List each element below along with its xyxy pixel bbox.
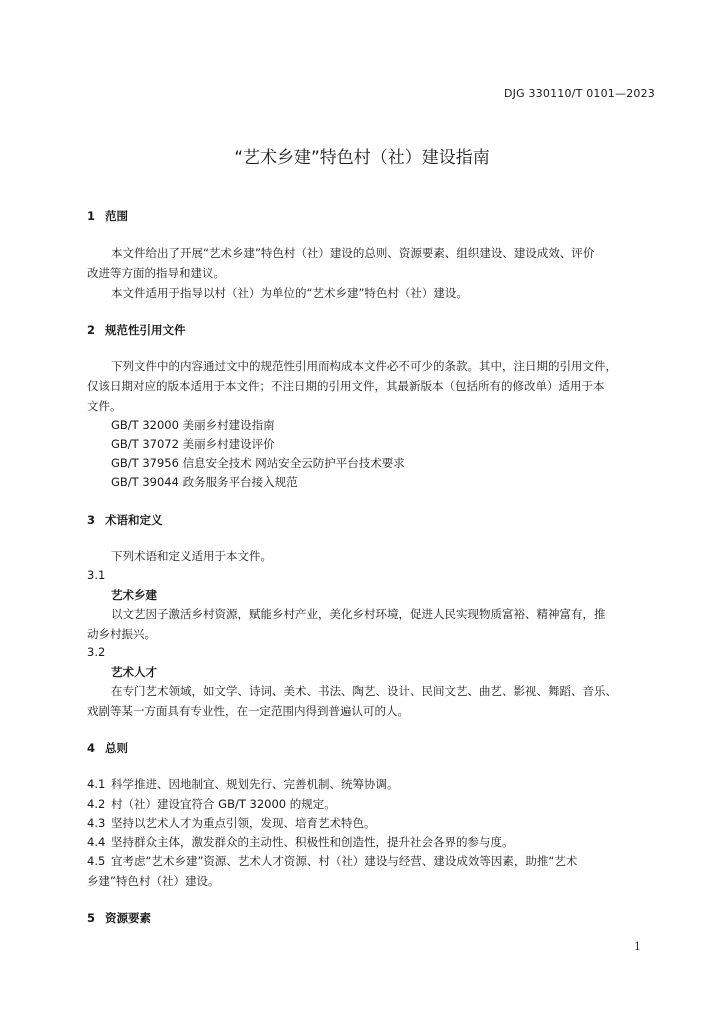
clause-line [87,796,336,812]
clause-number: 4.2 [87,797,106,811]
section-number: 2 [87,323,96,337]
section-number: 5 [87,911,96,925]
clause-line [87,834,514,850]
term-definition-line: 在专门艺术领域，如文学、诗词、美术、书法、陶艺、设计、民间文艺、曲艺、影视、舞蹈、音乐、 [111,684,617,698]
clause-line [87,776,399,792]
paragraph-line: 下列文件中的内容通过文中的规范性引用而构成本文件必不可少的条款。其中，注日期的引用文件， [111,359,617,373]
clause-number: 4.4 [87,835,106,849]
clause-line [87,853,577,869]
clause-number: 4.3 [87,816,106,830]
reference-item: GB/T 32000 美丽乡村建设指南 [111,418,275,432]
clause-continuation: 乡建”特色村（社）建设。 [87,874,220,888]
clause-text: 村（社）建设宜符合 GB/T 32000 的规定。 [111,797,336,811]
paragraph-line: 本文件适用于指导以村（社）为单位的“艺术乡建”特色村（社）建设。 [111,286,468,300]
section-4-heading [87,740,128,756]
clause-text: 科学推进、因地制宜、规划先行、完善机制、统筹协调。 [111,777,399,791]
clause-text: 坚持以艺术人才为重点引领，发现、培育艺术特色。 [111,816,376,830]
document-code: DJG 330110/T 0101—2023 [503,87,655,100]
reference-item: GB/T 37956 信息安全技术 网站安全云防护平台技术要求 [111,456,405,470]
term-number: 3.2 [87,645,106,659]
reference-item: GB/T 39044 政务服务平台接入规范 [111,475,298,489]
paragraph-line: 改进等方面的指导和建议。 [87,266,225,280]
paragraph-line: 文件。 [87,399,122,413]
page-number: 1 [634,940,641,953]
term-definition-line: 戏剧等某一方面具有专业性，在一定范围内得到普遍认可的人。 [87,704,409,718]
clause-number: 4.1 [87,777,106,791]
term-definition-line: 动乡村振兴。 [87,627,156,641]
paragraph-line: 本文件给出了开展“艺术乡建”特色村（社）建设的总则、资源要素、组织建设、建设成效、评价 [111,246,595,260]
reference-item: GB/T 37072 美丽乡村建设评价 [111,437,275,451]
section-5-heading [87,910,151,926]
clause-number: 4.5 [87,854,106,868]
paragraph-line: 仅该日期对应的版本适用于本文件；不注日期的引用文件，其最新版本（包括所有的修改单）适用于本 [87,379,605,393]
term-definition-line: 以文艺因子激活乡村资源，赋能乡村产业，美化乡村环境，促进人民实现物质富裕、精神富有，推 [111,607,606,621]
paragraph-line: 下列术语和定义适用于本文件。 [111,549,272,563]
section-number: 3 [87,513,96,527]
section-1-heading [87,208,128,224]
section-number: 4 [87,741,96,755]
section-title: 规范性引用文件 [105,323,186,337]
section-title: 术语和定义 [105,513,163,527]
clause-text: 坚持群众主体，激发群众的主动性、积极性和创造性，提升社会各界的参与度。 [111,835,514,849]
document-title: “艺术乡建”特色村（社）建设指南 [234,148,490,168]
term-name: 艺术乡建 [111,588,157,602]
section-number: 1 [87,209,96,223]
section-title: 总则 [105,741,128,755]
clause-text: 宜考虑“艺术乡建”资源、艺术人才资源、村（社）建设与经营、建设成效等因素，助推“艺术 [111,854,578,868]
section-title: 资源要素 [105,911,151,925]
section-3-heading [87,512,163,528]
section-title: 范围 [105,209,128,223]
term-name: 艺术人才 [111,665,157,679]
section-2-heading [87,322,186,338]
clause-line [87,815,376,831]
term-number: 3.1 [87,568,106,582]
